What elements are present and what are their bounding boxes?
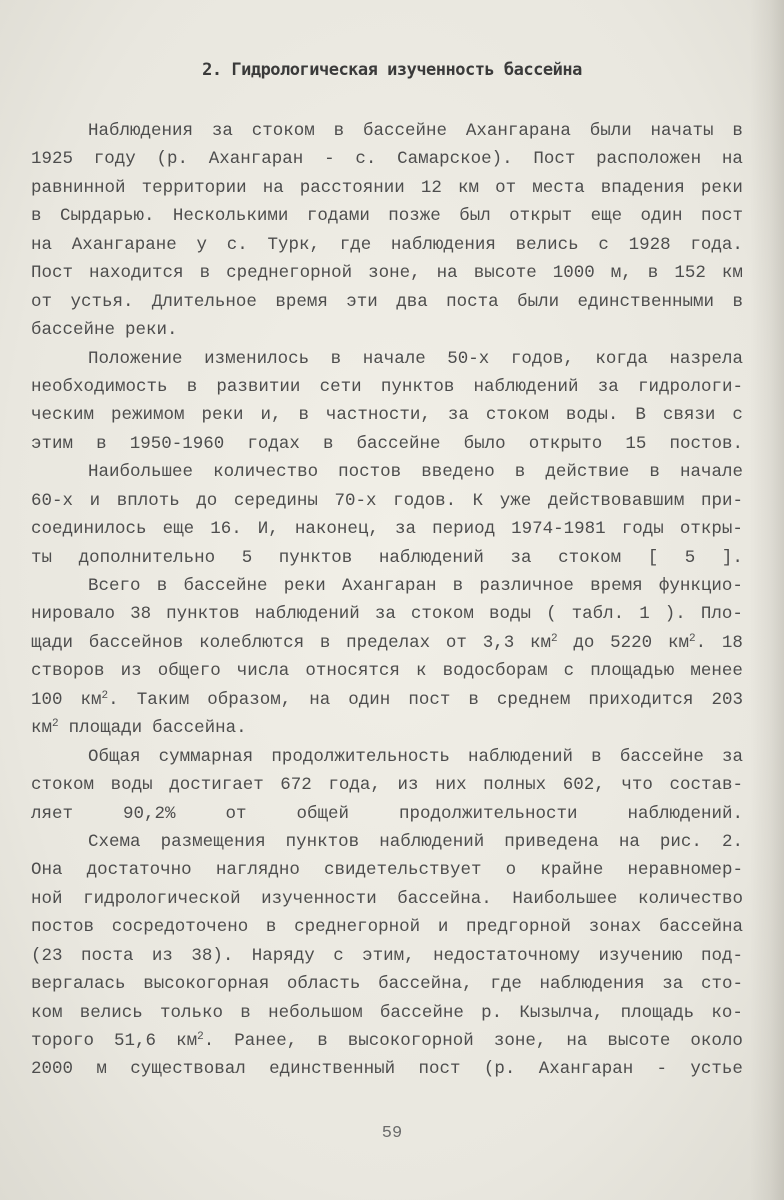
text-line: Она достаточно наглядно свидетельствует о крайне неравномер- xyxy=(31,860,743,881)
text-line: в Сырдарью. Несколькими годами позже был открыт еще один пост xyxy=(31,206,743,227)
text-line: стоком воды достигает 672 года, из них полных 602, что состав- xyxy=(31,775,743,796)
text-line: торого 51,6 $км^2$. Ранее, в высокогорной зоне, на высоте около xyxy=(31,1031,743,1051)
text-line: от устья. Длительное время эти два поста были единственными в xyxy=(31,291,743,312)
body-text xyxy=(31,117,743,1084)
text-line: на Ахангаране у с. Турк, где наблюдения велись с 1928 года. xyxy=(31,234,743,255)
text-line: бассейне реки. xyxy=(31,320,178,341)
text-line: вергалась высокогорная область бассейна, где наблюдения за сто- xyxy=(31,974,743,995)
page-edge-shadow xyxy=(750,0,784,1200)
text-line: щади бассейнов колеблются в пределах от 3,3 $км^2$ до 5220 $км^2$. 18 xyxy=(31,632,743,653)
text-line: соединилось еще 16. И, наконец, за период 1974-1981 годы откры- xyxy=(31,519,743,540)
text-line: ной гидрологической изученности бассейна. Наибольшее количество xyxy=(31,888,743,909)
text-line: (23 поста из 38). Наряду с этим, недостаточному изучению под- xyxy=(31,945,743,966)
text-line: створов из общего числа относятся к водосборам с площадью менее xyxy=(31,661,743,682)
section-heading: 2. Гидрологическая изученность бассейна xyxy=(202,60,582,80)
text-line: Схема размещения пунктов наблюдений приведена на рис. 2. xyxy=(88,831,743,852)
text-line: ты дополнительно 5 пунктов наблюдений за стоком [ 5 ]. xyxy=(31,547,743,568)
text-line: Наибольшее количество постов введено в действие в начале xyxy=(88,462,743,483)
text-line: 1925 году (р. Ахангаран - с. Самарское). Пост расположен на xyxy=(31,149,743,170)
text-line: Всего в бассейне реки Ахангаран в различное время функцио- xyxy=(88,576,743,596)
page-number: 59 xyxy=(381,1124,403,1143)
text-line: ляет 90,2% от общей продолжительности наблюдений. xyxy=(31,803,743,824)
text-line: Наблюдения за стоком в бассейне Ахангарана были начаты в xyxy=(88,121,743,141)
text-line: Пост находится в среднегорной зоне, на высоте 1000 м, в 152 км xyxy=(31,263,743,284)
text-line: постов сосредоточено в среднегорной и предгорной зонах бассейна xyxy=(31,917,743,938)
text-line: Общая суммарная продолжительность наблюдений в бассейне за xyxy=(88,746,743,767)
text-line: Положение изменилось в начале 50-х годов, когда назрела xyxy=(88,348,743,369)
text-line: равнинной территории на расстоянии 12 км от места впадения реки xyxy=(31,177,743,198)
text-line: 60-х и вплоть до середины 70-х годов. К уже действовавшим при- xyxy=(31,490,743,511)
text-line: нировало 38 пунктов наблюдений за стоком воды ( табл. 1 ). Пло- xyxy=(31,604,743,625)
text-line: ческим режимом реки и, в частности, за стоком воды. В связи с xyxy=(31,405,743,426)
text-line: ком велись только в небольшом бассейне р. Кызылча, площадь ко- xyxy=(31,1002,743,1023)
text-line: $км^2$ площади бассейна. xyxy=(31,718,247,739)
text-line: этим в 1950-1960 годах в бассейне было открыто 15 постов. xyxy=(31,433,743,454)
text-line: 100 $км^2$. Таким образом, на один пост в среднем приходится 203 xyxy=(31,689,743,710)
text-line: 2000 м существовал единственный пост (р. Ахангаран - устье xyxy=(31,1059,743,1080)
text-line: необходимость в развитии сети пунктов наблюдений за гидрологи- xyxy=(31,376,743,397)
